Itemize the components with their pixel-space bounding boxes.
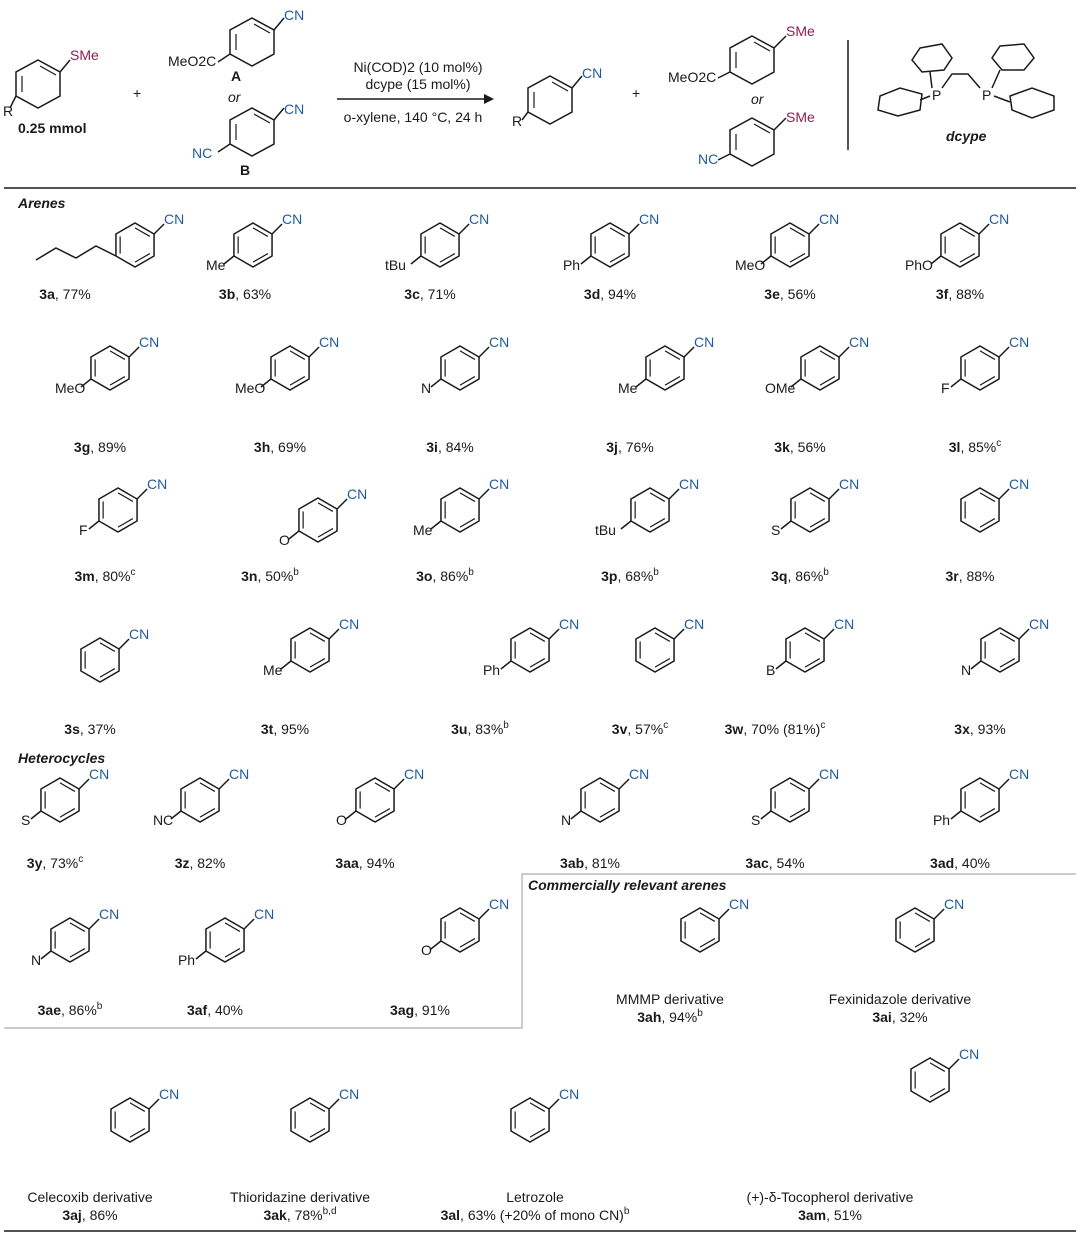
compound-3f: [905, 211, 1009, 302]
substituent-label: Ph: [932, 812, 951, 828]
cn-label: CN: [89, 766, 110, 782]
compound-id: 3a: [39, 286, 55, 302]
substituent-label: tBu: [594, 522, 616, 538]
compound-id: 3p: [601, 568, 618, 584]
section-commercial: Commercially relevant arenes: [528, 877, 727, 893]
cn-label: CN: [1009, 476, 1030, 492]
dcype-ligand: [878, 44, 1054, 144]
compound-caption: [39, 286, 90, 302]
compound-footnote: c: [663, 720, 669, 731]
compound-3l: [941, 334, 1029, 455]
compound-3af: [178, 906, 274, 1018]
compound-id: 3ac: [745, 855, 769, 871]
compound-footnote: c: [78, 854, 84, 865]
compound-caption: [612, 720, 668, 737]
compound-caption: [335, 855, 394, 871]
compound-3e: [735, 211, 839, 302]
compound-yield: , 69%: [270, 439, 307, 455]
compound-yield: , 51%: [826, 1207, 862, 1223]
compound-caption: [954, 721, 1005, 737]
substituent-label: Me: [412, 522, 433, 538]
compound-id: 3s: [64, 721, 80, 737]
substituent-label: MeO: [234, 380, 266, 396]
compound-caption: [584, 286, 636, 302]
compound-name: Celecoxib derivative: [27, 1189, 153, 1205]
compound-yield: , 37%: [79, 721, 116, 737]
compound-grid: [21, 211, 1049, 1223]
cn-label: CN: [489, 334, 510, 350]
compound-3x: [954, 616, 1049, 737]
product-nitrile: [512, 65, 602, 129]
reagent-A: [168, 7, 304, 84]
compound-3s: [64, 626, 149, 737]
compound-caption: [936, 286, 984, 302]
compound-caption: [38, 1001, 103, 1018]
cn-label: CN: [629, 766, 650, 782]
compound-caption: [771, 567, 829, 584]
reactant-amount: 0.25 mmol: [18, 120, 87, 136]
compound-id: 3ad: [930, 855, 955, 871]
compound-yield: , 88%: [958, 568, 995, 584]
compound-caption: [416, 567, 474, 584]
compound-caption: [601, 567, 659, 584]
compound-caption: [263, 1206, 336, 1223]
cn-label: CN: [1029, 616, 1050, 632]
nc-label: NC: [698, 151, 719, 167]
compound-3aj: [27, 1086, 179, 1223]
compound-yield: , 56%: [789, 439, 826, 455]
phosphorus-label: P: [982, 87, 992, 103]
compound-yield: , 40%: [954, 855, 990, 871]
compound-3b: [206, 211, 302, 302]
compound-3am: [747, 1046, 980, 1223]
compound-3ai: [829, 896, 972, 1025]
compound-id: 3ah: [637, 1009, 662, 1025]
compound-yield: , 56%: [779, 286, 816, 302]
compound-3p: [595, 476, 699, 584]
compound-yield: , 94%: [358, 855, 395, 871]
compound-id: 3y: [26, 855, 43, 871]
compound-caption: [798, 1207, 862, 1223]
cn-label: CN: [839, 476, 860, 492]
compound-yield: , 77%: [54, 286, 91, 302]
cn-label: CN: [582, 65, 603, 81]
compound-yield: , 70% (81%): [743, 721, 821, 737]
compound-id: 3aa: [335, 855, 359, 871]
cn-label: CN: [959, 1046, 980, 1062]
cn-label: CN: [282, 211, 303, 227]
compound-yield: , 71%: [419, 286, 456, 302]
compound-name: Fexinidazole derivative: [828, 991, 972, 1007]
compound-caption: [949, 438, 1002, 455]
compound-footnote: b: [468, 567, 474, 578]
substituent-label: MeO: [734, 257, 766, 273]
compound-3ad: [930, 766, 1029, 871]
cn-label: CN: [1009, 334, 1030, 350]
compound-caption: [404, 286, 455, 302]
compound-3n: [241, 486, 367, 584]
compound-caption: [187, 1002, 243, 1018]
cn-label: CN: [284, 7, 305, 23]
cn-label: CN: [319, 334, 340, 350]
substituent-label: OMe: [764, 380, 796, 396]
compound-footnote: c: [996, 438, 1002, 449]
r-group-label: R: [512, 113, 523, 129]
compound-caption: [637, 1008, 703, 1025]
compound-id: 3aj: [62, 1207, 82, 1223]
compound-3m: [74, 476, 167, 584]
cn-label: CN: [729, 896, 750, 912]
compound-name: Thioridazine derivative: [229, 1189, 371, 1205]
compound-footnote: c: [130, 567, 136, 578]
substituent-label: Me: [205, 257, 226, 273]
compound-yield: , 94%: [661, 1009, 698, 1025]
compound-caption: [27, 854, 83, 871]
substituent-label: MeO: [54, 380, 86, 396]
compound-yield: , 63%: [235, 286, 272, 302]
compound-caption: [219, 286, 271, 302]
compound-3z: [153, 766, 249, 871]
cn-label: CN: [254, 906, 275, 922]
sme-label: SMe: [70, 47, 99, 63]
compound-id: 3d: [583, 286, 601, 302]
compound-id: 3l: [948, 439, 961, 455]
substituent-label: Me: [262, 662, 283, 678]
compound-yield: , 57%: [627, 721, 664, 737]
compound-3aa: [335, 766, 424, 871]
or-label: or: [228, 89, 241, 105]
cn-label: CN: [229, 766, 250, 782]
compound-3ab: [560, 766, 649, 871]
compound-caption: [74, 439, 126, 455]
reagent-a-label: A: [231, 68, 242, 84]
compound-yield: , 94%: [600, 286, 637, 302]
cn-label: CN: [489, 896, 510, 912]
compound-id: 3k: [774, 439, 790, 455]
compound-id: 3r: [945, 568, 959, 584]
compound-id: 3ai: [872, 1009, 892, 1025]
cn-label: CN: [639, 211, 660, 227]
compound-id: 3f: [935, 286, 949, 302]
compound-3ak: [230, 1086, 370, 1223]
reagent-b-label: B: [240, 162, 251, 178]
substituent-label: O: [278, 532, 290, 548]
phosphorus-label: P: [932, 87, 942, 103]
substituent-label: Ph: [562, 257, 581, 273]
compound-yield: , 85%: [960, 439, 997, 455]
compound-yield: , 93%: [969, 721, 1006, 737]
compound-3q: [771, 476, 859, 584]
nc-label: NC: [192, 145, 213, 161]
cn-label: CN: [834, 616, 855, 632]
compound-3u: [451, 616, 579, 737]
substituent-label: N: [420, 380, 432, 396]
compound-id: 3t: [260, 721, 274, 737]
compound-id: 3x: [954, 721, 970, 737]
substituent-label: Ph: [177, 952, 196, 968]
sme-label: SMe: [786, 109, 815, 125]
cn-label: CN: [694, 334, 715, 350]
compound-caption: [606, 439, 654, 455]
cn-label: CN: [139, 334, 160, 350]
ligand-name: dcype: [946, 128, 987, 144]
compound-caption: [390, 1002, 450, 1018]
compound-id: 3ae: [37, 1002, 61, 1018]
cn-label: CN: [684, 616, 705, 632]
compound-footnote: b: [623, 1206, 630, 1217]
compound-id: 3al: [440, 1207, 461, 1223]
substituent-label: N: [560, 812, 572, 828]
compound-id: 3j: [606, 439, 618, 455]
reaction-arrow: [337, 59, 494, 125]
compound-yield: , 89%: [90, 439, 127, 455]
compound-id: 3w: [724, 721, 744, 737]
cn-label: CN: [404, 766, 425, 782]
substituent-label: PhO: [904, 257, 933, 273]
compound-3o: [413, 476, 509, 584]
cn-label: CN: [339, 616, 360, 632]
compound-id: 3h: [253, 439, 271, 455]
compound-id: 3am: [798, 1207, 827, 1223]
compound-yield: , 32%: [891, 1009, 928, 1025]
compound-caption: [62, 1207, 117, 1223]
substituent-label: F: [78, 522, 88, 538]
cn-label: CN: [944, 896, 965, 912]
compound-footnote: c: [820, 720, 826, 731]
cn-label: CN: [469, 211, 490, 227]
substituent-label: S: [20, 812, 31, 828]
cn-label: CN: [129, 626, 150, 642]
conditions-catalyst: Ni(COD)2 (10 mol%): [353, 59, 483, 75]
substituent-label: N: [960, 662, 972, 678]
compound-caption: [254, 439, 306, 455]
compound-yield: , 80%: [94, 568, 131, 584]
cn-label: CN: [99, 906, 120, 922]
compound-yield: , 95%: [273, 721, 310, 737]
cn-label: CN: [147, 476, 168, 492]
compound-name: Letrozole: [506, 1189, 564, 1205]
substituent-label: S: [770, 522, 781, 538]
compound-name: MMMP derivative: [616, 991, 724, 1007]
compound-id: 3m: [74, 568, 95, 584]
cn-label: CN: [489, 476, 510, 492]
compound-yield: , 63% (+20% of mono CN): [460, 1207, 624, 1223]
compound-id: 3c: [404, 286, 420, 302]
compound-yield: , 78%: [286, 1207, 323, 1223]
cn-label: CN: [989, 211, 1010, 227]
or-label: or: [751, 91, 764, 107]
compound-id: 3o: [416, 568, 433, 584]
cn-label: CN: [819, 211, 840, 227]
compound-caption: [451, 720, 509, 737]
compound-3d: [563, 211, 659, 302]
compound-id: 3v: [611, 721, 628, 737]
compound-3al: [441, 1086, 630, 1223]
compound-yield: , 40%: [207, 1002, 244, 1018]
compound-yield: , 86%: [787, 568, 824, 584]
compound-yield: , 76%: [617, 439, 654, 455]
section-heterocycles: Heterocycles: [18, 750, 106, 766]
substituent-label: Ph: [482, 662, 501, 678]
compound-yield: , 86%: [60, 1002, 97, 1018]
compound-caption: [725, 720, 826, 737]
compound-id: 3b: [218, 286, 236, 302]
sme-label: SMe: [786, 23, 815, 39]
substituent-label: Me: [617, 380, 638, 396]
compound-3v: [612, 616, 704, 737]
compound-caption: [945, 568, 994, 584]
compound-id: 3ag: [390, 1002, 415, 1018]
compound-caption: [441, 1206, 630, 1223]
compound-footnote: b,d: [322, 1206, 337, 1217]
compound-3i: [421, 334, 509, 455]
compound-footnote: b: [293, 567, 299, 578]
compound-caption: [774, 439, 825, 455]
compound-3j: [606, 334, 714, 455]
compound-id: 3u: [451, 721, 468, 737]
compound-yield: , 73%: [42, 855, 79, 871]
byproduct-B: [698, 109, 815, 167]
byproduct-A: [668, 23, 815, 85]
compound-yield: , 84%: [437, 439, 474, 455]
cn-label: CN: [1009, 766, 1030, 782]
cn-label: CN: [849, 334, 870, 350]
compound-name: (+)-δ-Tocopherol derivative: [746, 1189, 914, 1205]
conditions-ligand: dcype (15 mol%): [365, 76, 471, 92]
compound-yield: , 88%: [948, 286, 985, 302]
cn-label: CN: [164, 211, 185, 227]
compound-3ah: [616, 896, 749, 1025]
compound-3ae: [31, 906, 119, 1018]
compound-id: 3g: [73, 439, 91, 455]
section-arenes: Arenes: [18, 195, 66, 211]
scheme-header: [3, 7, 1054, 178]
compound-yield: , 86%: [432, 568, 469, 584]
substituent-label: O: [335, 812, 347, 828]
reactant-thioether: [3, 47, 99, 136]
cn-label: CN: [284, 101, 305, 117]
compound-footnote: b: [96, 1001, 103, 1012]
substituent-label: O: [420, 942, 432, 958]
compound-3w: [725, 616, 855, 737]
cn-label: CN: [159, 1086, 180, 1102]
compound-id: 3n: [241, 568, 258, 584]
compound-caption: [74, 567, 135, 584]
substituent-label: tBu: [384, 257, 406, 273]
compound-footnote: b: [653, 567, 659, 578]
cn-label: CN: [559, 1086, 580, 1102]
compound-caption: [560, 855, 620, 871]
cn-label: CN: [339, 1086, 360, 1102]
compound-yield: , 81%: [584, 855, 620, 871]
compound-3g: [55, 334, 159, 455]
compound-footnote: b: [503, 720, 509, 731]
compound-yield: , 50%: [257, 568, 294, 584]
compound-id: 3z: [174, 855, 190, 871]
compound-caption: [764, 286, 815, 302]
plus-sign: +: [133, 85, 142, 101]
compound-id: 3i: [426, 439, 438, 455]
compound-id: 3q: [771, 568, 788, 584]
compound-footnote: b: [823, 567, 829, 578]
compound-yield: , 82%: [189, 855, 226, 871]
reagent-B: [192, 101, 304, 178]
compound-3r: [945, 476, 1029, 584]
compound-3t: [261, 616, 359, 737]
r-group-label: R: [3, 103, 14, 119]
compound-caption: [930, 855, 990, 871]
compound-id: 3ab: [560, 855, 585, 871]
compound-caption: [64, 721, 115, 737]
compound-footnote: b: [697, 1008, 703, 1019]
ester-label: MeO2C: [168, 53, 217, 69]
compound-yield: , 86%: [81, 1207, 118, 1223]
compound-caption: [261, 721, 309, 737]
compound-3ag: [390, 896, 509, 1018]
substituent-label: N: [30, 952, 42, 968]
compound-3k: [765, 334, 869, 455]
substituent-label: F: [940, 380, 950, 396]
substituent-label: B: [765, 662, 776, 678]
compound-yield: , 83%: [467, 721, 504, 737]
compound-caption: [241, 567, 299, 584]
substituent-label: NC: [152, 812, 174, 828]
compound-yield: , 91%: [414, 1002, 450, 1018]
compound-id: 3af: [186, 1002, 208, 1018]
compound-caption: [175, 855, 226, 871]
compound-3c: [385, 211, 489, 302]
compound-caption: [745, 855, 804, 871]
compound-id: 3e: [764, 286, 780, 302]
compound-3y: [21, 766, 109, 871]
compound-3h: [235, 334, 339, 455]
compound-caption: [872, 1009, 927, 1025]
conditions-solvent: o-xylene, 140 °C, 24 h: [343, 109, 483, 125]
substituent-label: S: [750, 812, 761, 828]
ester-label: MeO2C: [668, 69, 717, 85]
cn-label: CN: [679, 476, 700, 492]
compound-yield: , 54%: [768, 855, 805, 871]
plus-sign: +: [632, 85, 641, 101]
compound-caption: [426, 439, 474, 455]
cn-label: CN: [819, 766, 840, 782]
compound-3ac: [745, 766, 839, 871]
cn-label: CN: [559, 616, 580, 632]
compound-id: 3ak: [263, 1207, 287, 1223]
compound-3a: [36, 211, 184, 302]
cn-label: CN: [347, 486, 368, 502]
compound-yield: , 68%: [617, 568, 654, 584]
